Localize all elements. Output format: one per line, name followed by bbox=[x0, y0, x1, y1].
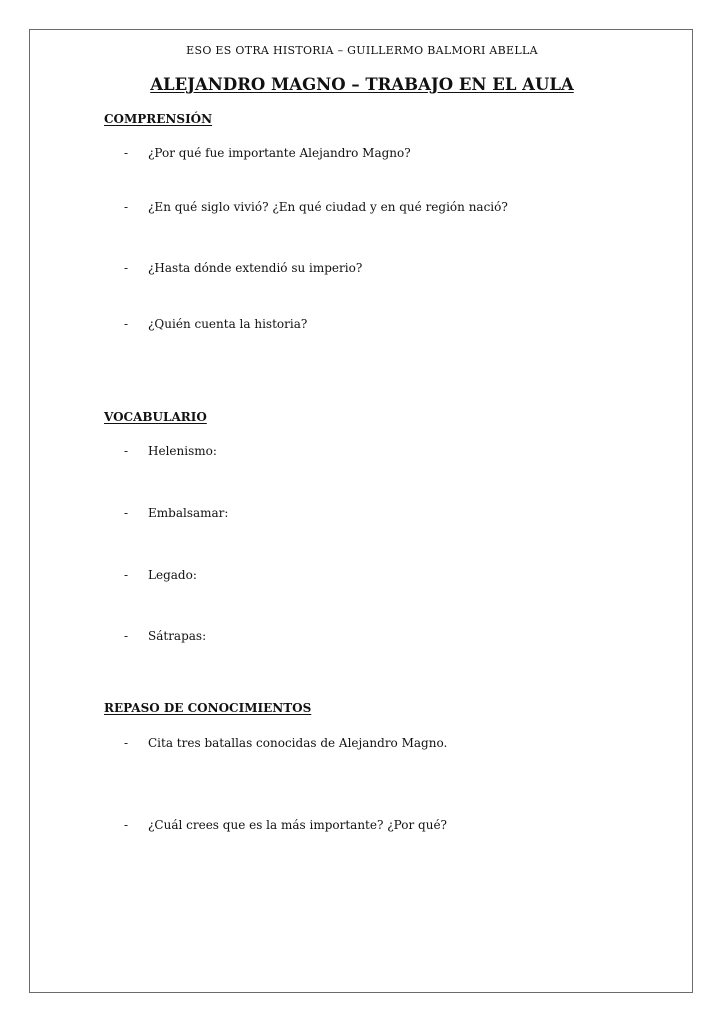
vocabulary-term: Sátrapas: bbox=[148, 629, 207, 643]
page-title: ALEJANDRO MAGNO – TRABAJO EN EL AULA bbox=[150, 75, 574, 94]
review-item bbox=[124, 818, 447, 832]
bullet-dash: - bbox=[124, 146, 129, 160]
vocabulary-term: Helenismo: bbox=[148, 444, 217, 458]
section-heading-comprension: COMPRENSIÓN bbox=[104, 112, 213, 126]
review-text: ¿Cuál crees que es la más importante? ¿Por qué? bbox=[148, 818, 447, 832]
review-text: Cita tres batallas conocidas de Alejandro Magno. bbox=[148, 736, 448, 750]
vocabulary-item bbox=[124, 444, 217, 458]
bullet-dash: - bbox=[124, 200, 129, 214]
section-heading-vocabulario: VOCABULARIO bbox=[104, 410, 207, 424]
bullet-dash: - bbox=[124, 506, 129, 520]
bullet-dash: - bbox=[124, 261, 129, 275]
question-text: ¿Por qué fue importante Alejandro Magno? bbox=[148, 146, 411, 160]
bullet-dash: - bbox=[124, 629, 129, 643]
vocabulary-term: Legado: bbox=[148, 568, 197, 582]
question-text: ¿En qué siglo vivió? ¿En qué ciudad y en qué región nació? bbox=[148, 200, 508, 214]
bullet-dash: - bbox=[124, 444, 129, 458]
vocabulary-item bbox=[124, 568, 197, 582]
question-text: ¿Hasta dónde extendió su imperio? bbox=[148, 261, 363, 275]
bullet-dash: - bbox=[124, 736, 129, 750]
question-item bbox=[124, 200, 508, 214]
question-text: ¿Quién cuenta la historia? bbox=[148, 317, 308, 331]
vocabulary-item bbox=[124, 506, 228, 520]
question-item bbox=[124, 146, 411, 160]
review-item bbox=[124, 736, 447, 750]
bullet-dash: - bbox=[124, 568, 129, 582]
question-item bbox=[124, 317, 307, 331]
running-header: ESO ES OTRA HISTORIA – GUILLERMO BALMORI ABELLA bbox=[186, 44, 538, 57]
vocabulary-item bbox=[124, 629, 206, 643]
bullet-dash: - bbox=[124, 317, 129, 331]
bullet-dash: - bbox=[124, 818, 129, 832]
question-item bbox=[124, 261, 362, 275]
vocabulary-term: Embalsamar: bbox=[148, 506, 229, 520]
section-heading-repaso: REPASO DE CONOCIMIENTOS bbox=[104, 701, 312, 715]
